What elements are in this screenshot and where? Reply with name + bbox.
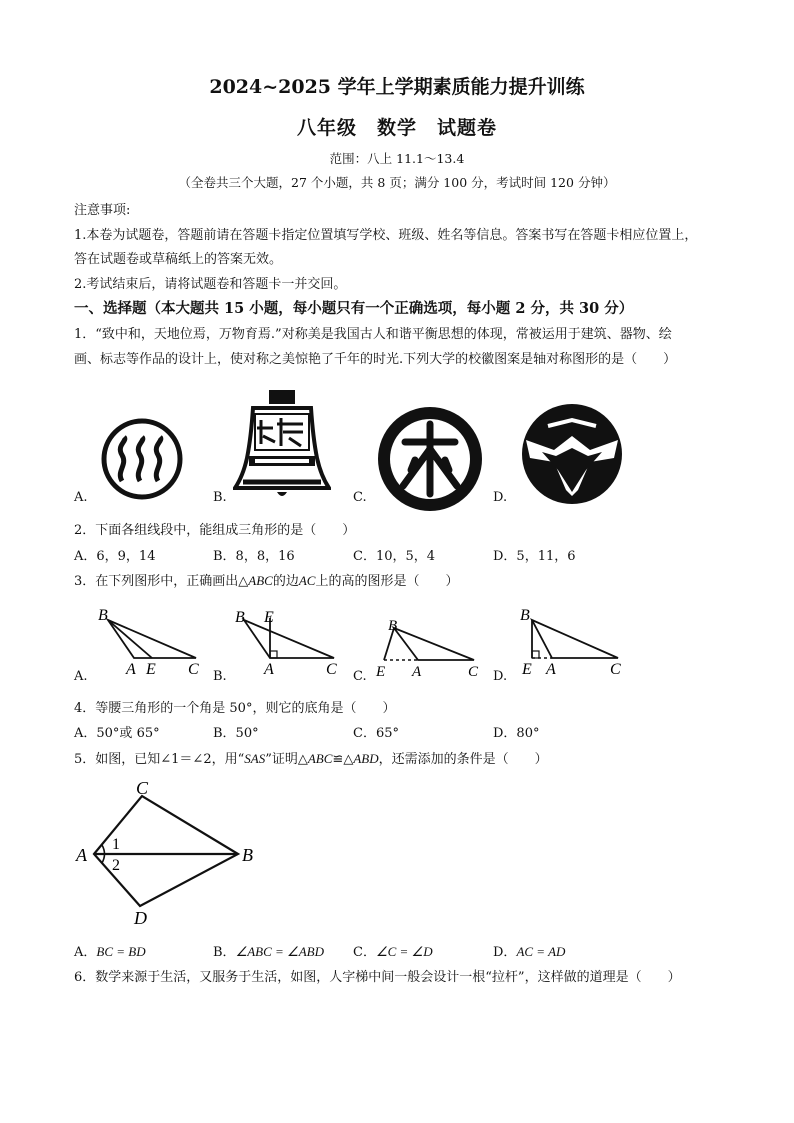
section-1-heading: 一、选择题（本大题共 15 小题，每小题只有一个正确选项，每小题 2 分，共 30 分）	[74, 300, 634, 317]
svg-text:2: 2	[112, 857, 120, 874]
notes-heading: 注意事项:	[74, 203, 131, 218]
svg-text:D: D	[134, 908, 147, 926]
q4-stem: 4．等腰三角形的一个角是 50°，则它的底角是（ ）	[74, 701, 396, 716]
q5-option-d[interactable]: D．AC = AD	[493, 944, 566, 960]
q3-option-d[interactable]: D.	[493, 669, 508, 684]
svg-text:C: C	[610, 661, 621, 678]
svg-text:C: C	[468, 664, 479, 678]
q5-kite-figure	[72, 778, 262, 926]
emblem-d-eagle-image	[518, 400, 626, 508]
svg-text:C: C	[136, 778, 149, 798]
q3-figure-d	[514, 604, 632, 678]
svg-text:B: B	[388, 618, 398, 634]
q1-line-1: 1．“致中和，天地位焉，万物育焉.”对称美是我国古人和谐平衡思想的体现，常被运用于建筑、器物、绘	[74, 327, 672, 342]
q1-line-2: 画、标志等作品的设计上，使对称之美惊艳了千年的时光.下列大学的校徽图案是轴对称图形的是（ ）	[74, 352, 677, 367]
svg-text:A: A	[546, 661, 556, 678]
note-1-line-2: 答在试题卷或草稿纸上的答案无效。	[74, 252, 283, 267]
q1-option-d[interactable]: D.	[493, 490, 508, 505]
q2-stem: 2．下面各组线段中，能组成三角形的是（ ）	[74, 523, 356, 538]
emblem-c-image	[375, 404, 485, 514]
q3-option-c[interactable]: C.	[353, 669, 367, 684]
svg-text:E: E	[264, 609, 274, 626]
emblem-a-image	[98, 415, 186, 503]
q1-option-c[interactable]: C.	[353, 490, 367, 505]
svg-text:A: A	[264, 661, 274, 678]
q2-option-d[interactable]: D．5，11，6	[493, 549, 576, 564]
q4-option-c[interactable]: C．65°	[353, 726, 399, 741]
q2-option-c[interactable]: C．10，5，4	[353, 549, 436, 564]
emblem-b-bell-image	[233, 388, 331, 500]
exam-info: （全卷共三个大题，27 个小题，共 8 页；满分 100 分，考试时间 120 分钟）	[178, 175, 616, 190]
q2-option-b[interactable]: B．8，8，16	[213, 549, 295, 564]
svg-text:C: C	[326, 661, 337, 678]
q3-option-a[interactable]: A.	[74, 669, 88, 684]
q5-option-a[interactable]: A．BC = BD	[74, 944, 146, 960]
q3-figure-a	[92, 604, 210, 678]
svg-text:B: B	[242, 845, 253, 865]
exam-subtitle: 八年级 数学 试题卷	[296, 117, 497, 139]
svg-text:E: E	[376, 664, 386, 678]
exam-range: 范围：八上 11.1～13.4	[329, 151, 465, 166]
q6-stem: 6．数学来源于生活，又服务于生活，如图，人字梯中间一般会设计一根“拉杆”，这样做的道理是（ ）	[74, 970, 681, 985]
svg-text:A: A	[412, 664, 422, 678]
q3-stem: 3．在下列图形中，正确画出△ABC的边AC上的高的图形是（ ）	[74, 573, 459, 589]
q5-stem: 5．如图，已知∠1＝∠2，用“SAS”证明△ABC≌△ABD，还需添加的条件是（ ）	[74, 751, 548, 767]
q4-option-b[interactable]: B．50°	[213, 726, 259, 741]
q3-figure-c	[372, 614, 490, 678]
q5-option-c[interactable]: C．∠C = ∠D	[353, 944, 433, 960]
q4-option-d[interactable]: D．80°	[493, 726, 540, 741]
note-1-line-1: 1.本卷为试题卷，答题前请在答题卡指定位置填写学校、班级、姓名等信息。答案书写在答题卡相应位置上，	[74, 228, 698, 243]
q3-option-b[interactable]: B.	[213, 669, 227, 684]
q4-option-a[interactable]: A．50°或 65°	[74, 726, 160, 741]
svg-text:A: A	[126, 661, 136, 678]
svg-text:E: E	[146, 661, 156, 678]
q1-option-b[interactable]: B.	[213, 490, 227, 505]
svg-text:A: A	[76, 845, 87, 865]
q5-option-b[interactable]: B．∠ABC = ∠ABD	[213, 944, 324, 960]
note-2: 2.考试结束后，请将试题卷和答题卡一并交回。	[74, 277, 347, 292]
svg-text:B: B	[520, 607, 530, 624]
q2-option-a[interactable]: A．6，9，14	[74, 549, 156, 564]
svg-text:B: B	[235, 609, 245, 626]
svg-text:C: C	[188, 661, 199, 678]
svg-text:1: 1	[112, 836, 120, 853]
exam-title: 2024~2025 学年上学期素质能力提升训练	[209, 76, 585, 98]
q3-figure-b	[230, 604, 348, 678]
svg-text:B: B	[98, 607, 108, 624]
svg-text:E: E	[522, 661, 532, 678]
q1-option-a[interactable]: A.	[74, 490, 88, 505]
